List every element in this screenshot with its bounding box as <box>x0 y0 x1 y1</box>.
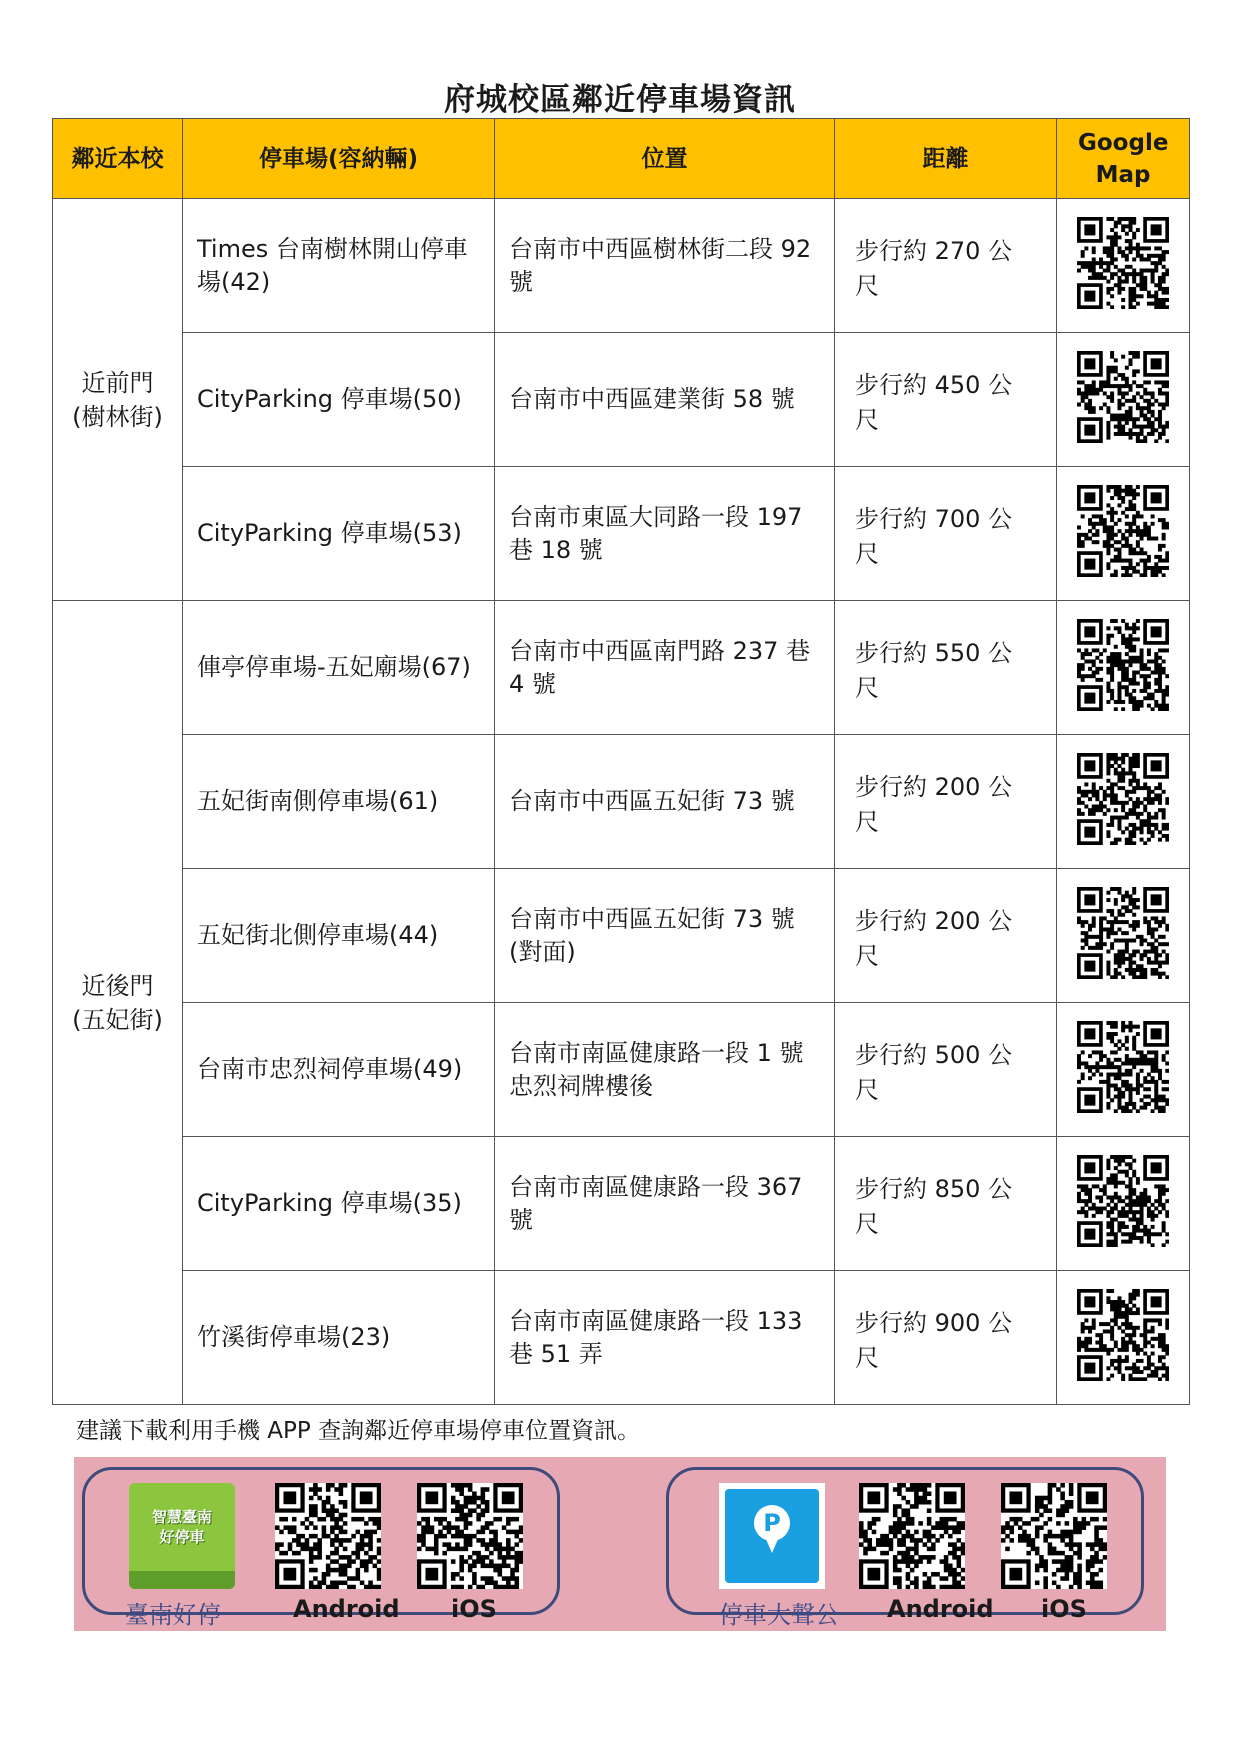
lot-cell: CityParking 停車場(53) <box>183 467 495 601</box>
lot-cell: CityParking 停車場(50) <box>183 333 495 467</box>
header-distance: 距離 <box>835 119 1057 199</box>
ios-label: iOS <box>451 1595 497 1623</box>
google-map-qr-code[interactable] <box>1077 351 1169 449</box>
distance-cell: 步行約 700 公尺 <box>835 467 1057 601</box>
table-row <box>53 467 1190 601</box>
parking-p-icon: P <box>754 1505 790 1541</box>
app-panel-tainan <box>82 1467 560 1629</box>
google-map-qr-code[interactable] <box>1077 217 1169 315</box>
google-map-qr-code[interactable] <box>1077 1289 1169 1387</box>
header-google-map: Google Map <box>1057 119 1190 199</box>
app-panel-parking-loud <box>666 1467 1144 1629</box>
distance-cell: 步行約 450 公尺 <box>835 333 1057 467</box>
table-row <box>53 1003 1190 1137</box>
header-school: 鄰近本校 <box>53 119 183 199</box>
parking-pin-app-icon[interactable] <box>719 1483 825 1589</box>
google-map-qr-cell <box>1057 601 1190 735</box>
lot-cell: 台南市忠烈祠停車場(49) <box>183 1003 495 1137</box>
lot-cell: 竹溪街停車場(23) <box>183 1271 495 1405</box>
lot-cell: CityParking 停車場(35) <box>183 1137 495 1271</box>
table-row <box>53 869 1190 1003</box>
address-cell: 台南市中西區樹林街二段 92 號 <box>495 199 835 333</box>
address-cell: 台南市中西區五妃街 73 號 (對面) <box>495 869 835 1003</box>
google-map-qr-code[interactable] <box>1077 619 1169 717</box>
app-name-label: 停車大聲公 <box>719 1601 839 1629</box>
table-row <box>53 735 1190 869</box>
app-note: 建議下載利用手機 APP 查詢鄰近停車場停車位置資訊。 <box>76 1418 641 1444</box>
google-map-qr-cell <box>1057 199 1190 333</box>
google-map-qr-cell <box>1057 333 1190 467</box>
qr-code-android[interactable] <box>275 1483 381 1589</box>
app-banner <box>74 1457 1166 1631</box>
google-map-qr-cell <box>1057 1003 1190 1137</box>
address-cell: 台南市中西區南門路 237 巷 4 號 <box>495 601 835 735</box>
app-icon-base <box>129 1571 235 1589</box>
table-header-row <box>53 119 1190 199</box>
tainan-parking-app-icon[interactable] <box>129 1483 235 1589</box>
google-map-qr-cell <box>1057 1137 1190 1271</box>
table-row <box>53 1137 1190 1271</box>
address-cell: 台南市南區健康路一段 133 巷 51 弄 <box>495 1271 835 1405</box>
google-map-qr-cell <box>1057 735 1190 869</box>
page-title: 府城校區鄰近停車場資訊 <box>444 82 796 118</box>
google-map-qr-code[interactable] <box>1077 1155 1169 1253</box>
lot-cell: 俥亭停車場-五妃廟場(67) <box>183 601 495 735</box>
google-map-qr-cell <box>1057 869 1190 1003</box>
google-map-qr-code[interactable] <box>1077 1021 1169 1119</box>
google-map-qr-code[interactable] <box>1077 485 1169 583</box>
google-map-qr-code[interactable] <box>1077 887 1169 985</box>
lot-cell: Times 台南樹林開山停車場(42) <box>183 199 495 333</box>
qr-code-ios[interactable] <box>417 1483 523 1589</box>
qr-code-ios[interactable] <box>1001 1483 1107 1589</box>
app-name-label: 臺南好停 <box>125 1601 221 1629</box>
parking-table <box>52 118 1190 1405</box>
table-row <box>53 601 1190 735</box>
address-cell: 台南市南區健康路一段 367 號 <box>495 1137 835 1271</box>
google-map-qr-cell <box>1057 1271 1190 1405</box>
table-row <box>53 199 1190 333</box>
header-lot: 停車場(容納輛) <box>183 119 495 199</box>
table-row <box>53 1271 1190 1405</box>
ios-label: iOS <box>1041 1595 1087 1623</box>
android-label: Android <box>293 1595 400 1623</box>
android-label: Android <box>887 1595 994 1623</box>
address-cell: 台南市南區健康路一段 1 號 忠烈祠牌樓後 <box>495 1003 835 1137</box>
zone-cell: 近後門 (五妃街) <box>53 601 183 1405</box>
qr-code-android[interactable] <box>859 1483 965 1589</box>
distance-cell: 步行約 850 公尺 <box>835 1137 1057 1271</box>
distance-cell: 步行約 900 公尺 <box>835 1271 1057 1405</box>
address-cell: 台南市中西區五妃街 73 號 <box>495 735 835 869</box>
distance-cell: 步行約 200 公尺 <box>835 869 1057 1003</box>
google-map-qr-cell <box>1057 467 1190 601</box>
zone-cell: 近前門 (樹林街) <box>53 199 183 601</box>
distance-cell: 步行約 500 公尺 <box>835 1003 1057 1137</box>
app-icon-text: 智慧臺南 好停車 <box>151 1508 212 1546</box>
distance-cell: 步行約 270 公尺 <box>835 199 1057 333</box>
address-cell: 台南市中西區建業街 58 號 <box>495 333 835 467</box>
header-address: 位置 <box>495 119 835 199</box>
table-row <box>53 333 1190 467</box>
pin-tip-icon <box>765 1537 779 1553</box>
distance-cell: 步行約 200 公尺 <box>835 735 1057 869</box>
distance-cell: 步行約 550 公尺 <box>835 601 1057 735</box>
lot-cell: 五妃街北側停車場(44) <box>183 869 495 1003</box>
lot-cell: 五妃街南側停車場(61) <box>183 735 495 869</box>
address-cell: 台南市東區大同路一段 197 巷 18 號 <box>495 467 835 601</box>
google-map-qr-code[interactable] <box>1077 753 1169 851</box>
